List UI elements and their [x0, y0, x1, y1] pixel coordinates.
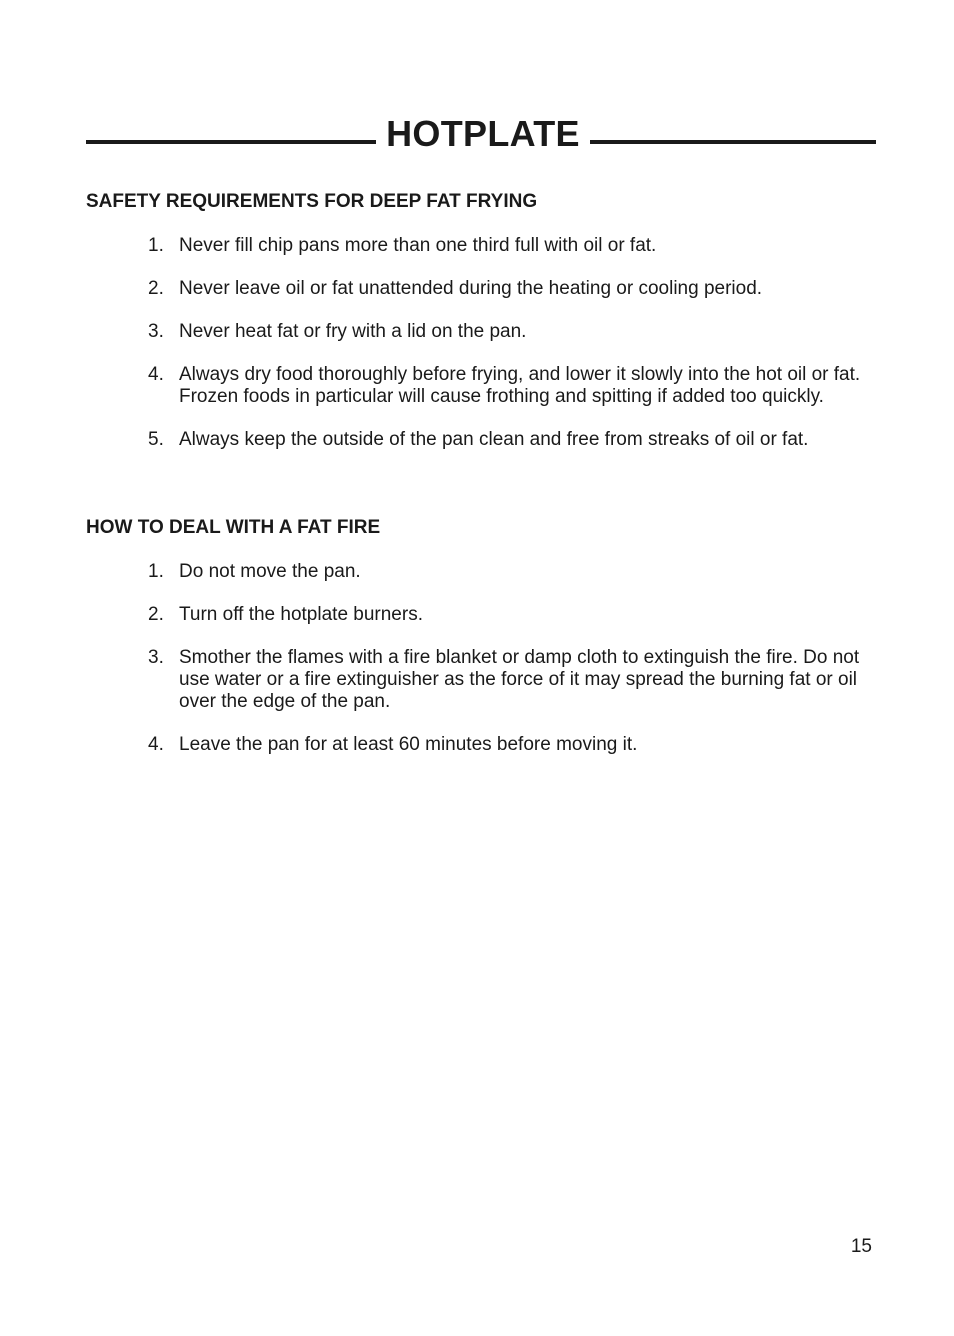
list-item-text: Never heat fat or fry with a lid on the pan.	[179, 321, 527, 342]
list-item	[140, 734, 880, 756]
list-item	[140, 647, 880, 713]
list-item-text: Smother the flames with a fire blanket or damp cloth to extinguish the fire. Do not use water or a fire extinguisher as the force of it may spread the burning fat or oil over the edge of the pan.	[179, 647, 860, 712]
list-item-number: 2.	[148, 278, 164, 299]
list-item-number: 4.	[148, 364, 164, 385]
fat-fire-list	[140, 561, 880, 777]
section-heading-fat-fire: HOW TO DEAL WITH A FAT FIRE	[86, 517, 381, 538]
list-item-text: Always keep the outside of the pan clean and free from streaks of oil or fat.	[179, 429, 809, 450]
list-item-text: Never leave oil or fat unattended during the heating or cooling period.	[179, 278, 763, 299]
list-item-number: 3.	[148, 321, 164, 342]
section-heading-deep-fat-frying: SAFETY REQUIREMENTS FOR DEEP FAT FRYING	[86, 191, 538, 212]
page-number: 15	[850, 1236, 872, 1257]
list-item	[140, 604, 880, 626]
list-item-text: Always dry food thoroughly before frying, and lower it slowly into the hot oil or fat. Frozen foods in particular will cause frothing and spitting if added too quickly.	[179, 364, 861, 407]
page-title: HOTPLATE	[386, 113, 580, 154]
list-item-number: 2.	[148, 604, 164, 625]
title-row	[86, 112, 876, 156]
list-item	[140, 364, 880, 408]
list-item	[140, 278, 880, 300]
list-item-number: 1.	[148, 561, 164, 582]
list-item	[140, 321, 880, 343]
title-rule-left	[86, 140, 376, 144]
list-item	[140, 429, 880, 451]
list-item-text: Never fill chip pans more than one third full with oil or fat.	[179, 235, 657, 256]
list-item-text: Do not move the pan.	[179, 561, 361, 582]
list-item-number: 5.	[148, 429, 164, 450]
title-rule-right	[590, 140, 876, 144]
list-item-number: 1.	[148, 235, 164, 256]
list-item	[140, 561, 880, 583]
list-item-text: Leave the pan for at least 60 minutes before moving it.	[179, 734, 638, 755]
list-item-text: Turn off the hotplate burners.	[179, 604, 423, 625]
list-item-number: 3.	[148, 647, 164, 668]
deep-fat-frying-list	[140, 235, 880, 472]
list-item	[140, 235, 880, 257]
list-item-number: 4.	[148, 734, 164, 755]
